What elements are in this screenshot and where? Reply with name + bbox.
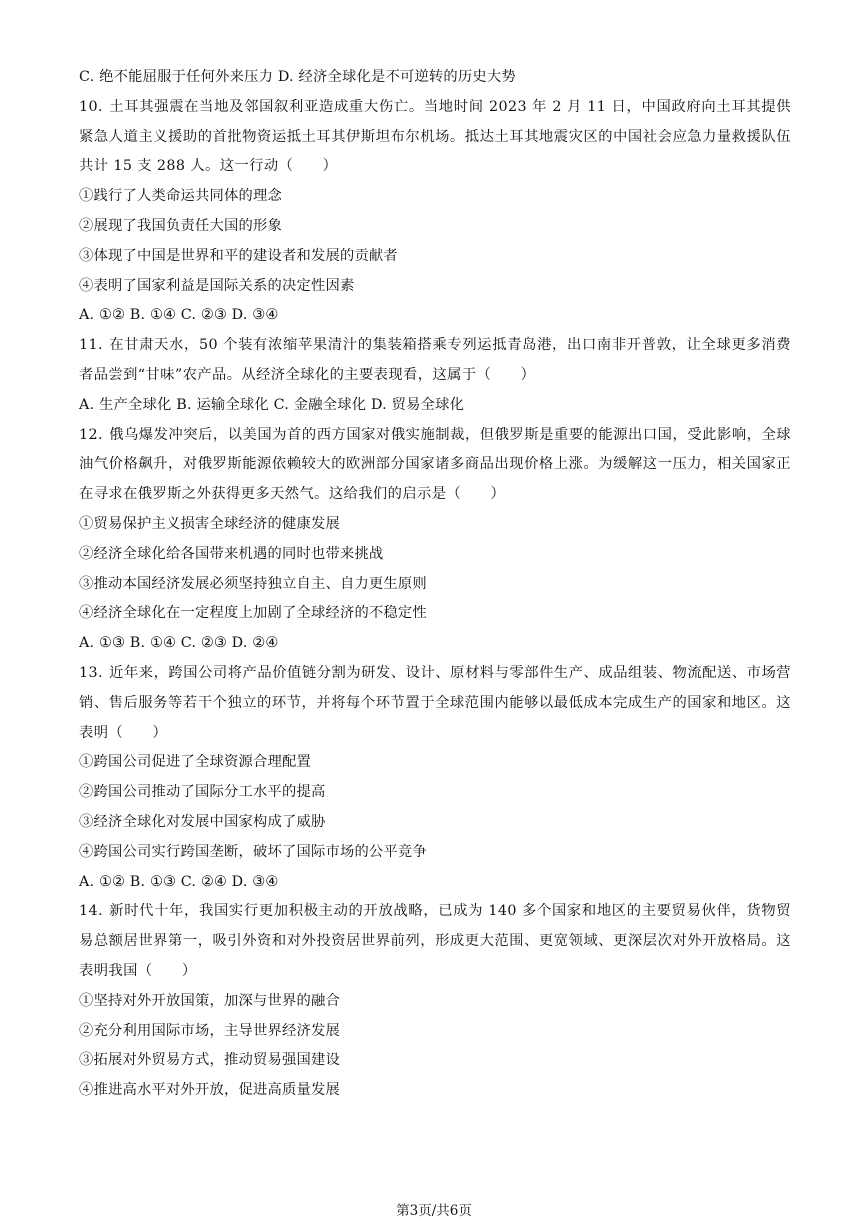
page-number-footer: 第3页/共6页 [396,1203,472,1219]
q12-statement-1: ①贸易保护主义损害全球经济的健康发展 [79,515,340,532]
q13-statement-3: ③经济全球化对发展中国家构成了威胁 [79,813,326,830]
q14-stem [79,897,791,986]
q12-stem [79,421,791,510]
q10-number: 10. [79,98,103,115]
q13-statement-1: ①跨国公司促进了全球资源合理配置 [79,754,311,771]
q13-stem [79,659,791,748]
q11-stem-text: 在甘肃天水，50 个装有浓缩苹果清汁的集装箱搭乘专列运抵青岛港，出口南非开普敦，让全球更多消费者品尝到“甘味”农产品。从经济全球化的主要表现看，这属于（ ） [79,337,791,383]
q12-stem-text: 俄乌爆发冲突后，以美国为首的西方国家对俄实施制裁，但俄罗斯是重要的能源出口国，受此影响，全球油气价格飙升，对俄罗斯能源依赖较大的欧洲部分国家诸多商品出现价格上涨。为缓解这一压力，相关国家正在寻求在俄罗斯之外获得更多天然气。这给我们的启示是（ ） [79,426,791,503]
q12-statement-2: ②经济全球化给各国带来机遇的同时也带来挑战 [79,545,384,562]
q14-statement-1: ①坚持对外开放国策，加深与世界的融合 [79,992,340,1009]
q14-statement-4: ④推进高水平对外开放，促进高质量发展 [79,1082,340,1099]
q10-statement-1: ①践行了人类命运共同体的理念 [79,188,282,205]
q13-statement-4: ④跨国公司实行跨国垄断，破坏了国际市场的公平竞争 [79,843,427,860]
q11-choices: A. 生产全球化 B. 运输全球化 C. 金融全球化 D. 贸易全球化 [79,396,465,413]
q13-choices: A. ①② B. ①③ C. ②④ D. ③④ [79,873,279,890]
q10-statement-4: ④表明了国家利益是国际关系的决定性因素 [79,277,355,294]
q10-statement-3: ③体现了中国是世界和平的建设者和发展的贡献者 [79,247,398,264]
q9-option-cd: C. 绝不能屈服于任何外来压力 D. 经济全球化是不可逆转的历史大势 [79,69,516,85]
q10-statement-2: ②展现了我国负责任大国的形象 [79,217,282,234]
q11-number: 11. [79,337,103,354]
q13-number: 13. [79,664,103,681]
q10-choices: A. ①② B. ①④ C. ②③ D. ③④ [79,307,279,324]
q14-number: 14. [79,903,103,920]
q12-number: 12. [79,426,103,443]
q14-statement-2: ②充分利用国际市场，主导世界经济发展 [79,1022,340,1039]
q13-statement-2: ②跨国公司推动了国际分工水平的提高 [79,784,326,801]
q13-stem-text: 近年来，跨国公司将产品价值链分割为研发、设计、原材料与零部件生产、成品组装、物流配送、市场营销、售后服务等若干个独立的环节，并将每个环节置于全球范围内能够以最低成本完成生产的国家和地区。这表明（ ） [79,664,791,741]
q10-stem [79,93,791,182]
q12-statement-3: ③推动本国经济发展必须坚持独立自主、自力更生原则 [79,575,427,592]
q12-choices: A. ①③ B. ①④ C. ②③ D. ②④ [79,635,279,652]
q11-stem [79,331,791,391]
q14-stem-text: 新时代十年，我国实行更加积极主动的开放战略，已成为 140 多个国家和地区的主要贸易伙伴，货物贸易总额居世界第一，吸引外资和对外投资居世界前列，形成更大范围、更宽领域、更深层次对外开放格局。这表明我国（ ） [79,903,791,979]
q10-stem-text: 土耳其强震在当地及邻国叙利亚造成重大伤亡。当地时间 2023 年 2 月 11 日，中国政府向土耳其提供紧急人道主义援助的首批物资运抵土耳其伊斯坦布尔机场。抵达土耳其地震灾区的中国社会应急力量救援队伍共计 15 支 288 人。这一行动（ ） [79,98,791,175]
q12-statement-4: ④经济全球化在一定程度上加剧了全球经济的不稳定性 [79,605,427,622]
page-content [79,63,791,1106]
q14-statement-3: ③拓展对外贸易方式，推动贸易强国建设 [79,1052,340,1069]
